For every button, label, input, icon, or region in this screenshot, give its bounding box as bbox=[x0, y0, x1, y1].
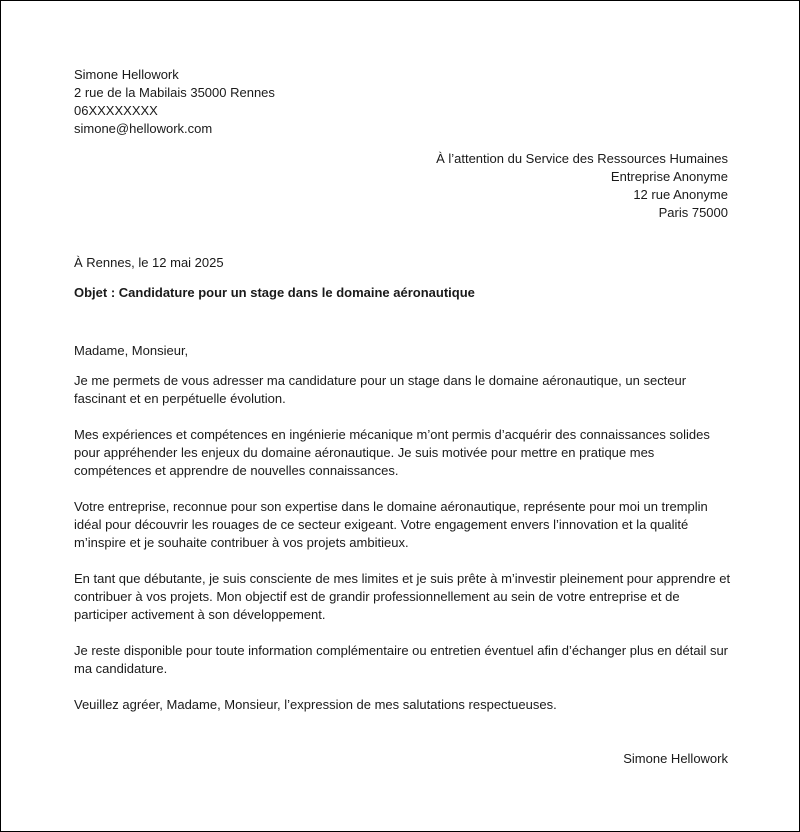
letter-body bbox=[74, 342, 734, 732]
sender-name: Simone Hellowork bbox=[74, 67, 179, 82]
recipient-company: Entreprise Anonyme bbox=[610, 169, 728, 184]
sender-email: simone@hellowork.com bbox=[74, 121, 213, 136]
body-paragraph: Je reste disponible pour toute information complémentaire ou entretien éventuel afin d’échanger plus en détail sur ma candidature. bbox=[74, 643, 729, 676]
body-paragraph: En tant que débutante, je suis consciente de mes limites et je suis prête à m’investir pleinement pour apprendre et contribuer à vos projets. Mon objectif est de grandir professionnellement au sein de votre entreprise et de participer activement à son développement. bbox=[74, 571, 731, 622]
recipient-block bbox=[436, 150, 728, 222]
recipient-attention: À l’attention du Service des Ressources Humaines bbox=[436, 151, 728, 166]
body-paragraph: Mes expériences et compétences en ingénierie mécanique m’ont permis d’acquérir des connaissances solides pour appréhender les enjeux du domaine aéronautique. Je suis motivée pour mettre en pratique mes compétences et apprendre de nouvelles connaissances. bbox=[74, 427, 710, 478]
sender-phone: 06XXXXXXXX bbox=[74, 103, 158, 118]
body-paragraph: Je me permets de vous adresser ma candidature pour un stage dans le domaine aéronautique, un secteur fascinant et en perpétuelle évolution. bbox=[74, 373, 687, 406]
recipient-street: 12 rue Anonyme bbox=[633, 187, 728, 202]
sender-block bbox=[74, 66, 275, 138]
letter-date: À Rennes, le 12 mai 2025 bbox=[74, 255, 224, 270]
letter-greeting: Madame, Monsieur, bbox=[74, 343, 189, 358]
closing-paragraph: Veuillez agréer, Madame, Monsieur, l’expression de mes salutations respectueuses. bbox=[74, 697, 557, 712]
sender-address: 2 rue de la Mabilais 35000 Rennes bbox=[74, 85, 275, 100]
signature: Simone Hellowork bbox=[623, 751, 728, 766]
body-paragraph: Votre entreprise, reconnue pour son expertise dans le domaine aéronautique, représente pour moi un tremplin idéal pour découvrir les rouages de ce secteur exigeant. Votre engagement envers l’innovation et la qualité m’inspire et je souhaite contribuer à vos projets ambitieux. bbox=[74, 499, 708, 550]
recipient-city: Paris 75000 bbox=[658, 205, 728, 220]
letter-subject: Objet : Candidature pour un stage dans le domaine aéronautique bbox=[74, 285, 475, 300]
